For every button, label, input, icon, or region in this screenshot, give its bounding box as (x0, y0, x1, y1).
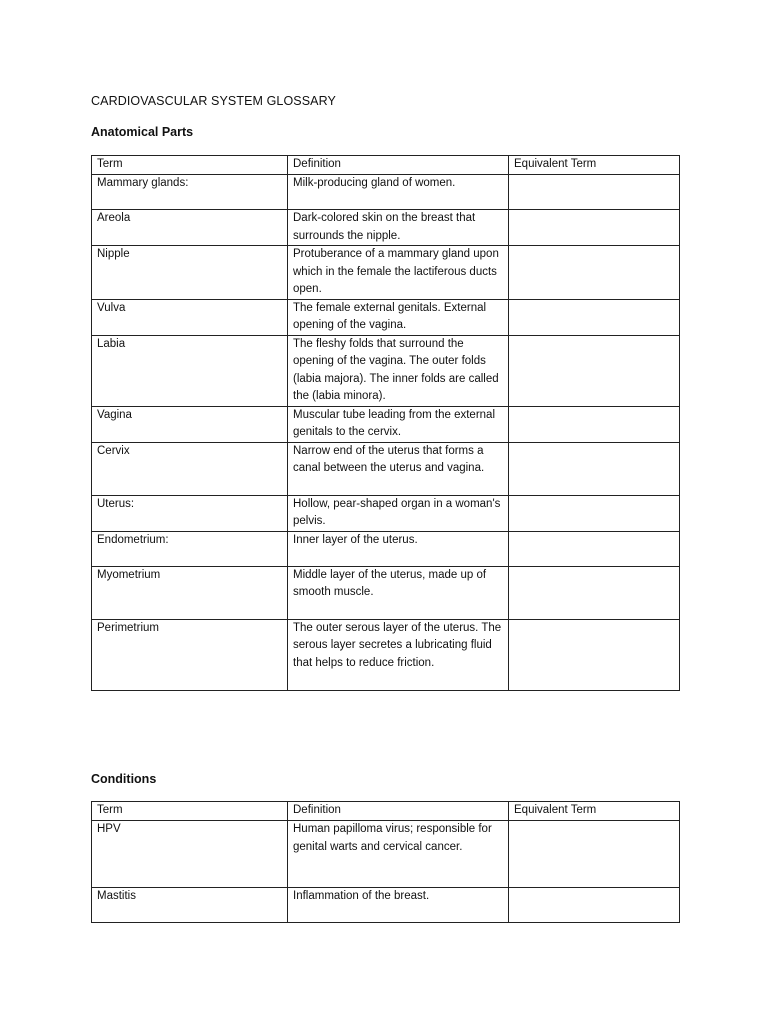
equivalent-term-cell (509, 299, 680, 335)
definition-cell: Protuberance of a mammary gland upon which in the female the lactiferous ducts open. (288, 246, 509, 300)
term-cell: Nipple (92, 246, 288, 300)
term-cell: HPV (92, 821, 288, 888)
term-cell: Mammary glands: (92, 175, 288, 210)
anatomical-parts-table (91, 155, 680, 691)
table-row (92, 406, 680, 442)
equivalent-term-cell (509, 335, 680, 406)
equivalent-term-cell (509, 175, 680, 210)
column-header-equivalent-term: Equivalent Term (509, 802, 680, 821)
table-row (92, 821, 680, 888)
equivalent-term-cell (509, 246, 680, 300)
column-header-term: Term (92, 802, 288, 821)
equivalent-term-cell (509, 210, 680, 246)
document-title: CARDIOVASCULAR SYSTEM GLOSSARY (91, 94, 336, 108)
table-row (92, 175, 680, 210)
section-heading-anatomical-parts: Anatomical Parts (91, 125, 194, 139)
column-header-definition: Definition (288, 156, 509, 175)
table-row (92, 619, 680, 690)
equivalent-term-cell (509, 495, 680, 531)
definition-cell: Inflammation of the breast. (288, 888, 509, 923)
table-row (92, 246, 680, 300)
definition-cell: Milk-producing gland of women. (288, 175, 509, 210)
table-header-row (92, 156, 680, 175)
term-cell: Vulva (92, 299, 288, 335)
equivalent-term-cell (509, 531, 680, 566)
term-cell: Vagina (92, 406, 288, 442)
definition-cell: Human papilloma virus; responsible for genital warts and cervical cancer. (288, 821, 509, 888)
term-cell: Cervix (92, 442, 288, 495)
term-cell: Uterus: (92, 495, 288, 531)
term-cell: Labia (92, 335, 288, 406)
definition-cell: Muscular tube leading from the external genitals to the cervix. (288, 406, 509, 442)
table-row (92, 531, 680, 566)
term-cell: Perimetrium (92, 619, 288, 690)
term-cell: Myometrium (92, 566, 288, 619)
column-header-definition: Definition (288, 802, 509, 821)
equivalent-term-cell (509, 566, 680, 619)
table-row (92, 888, 680, 923)
table-header-row (92, 802, 680, 821)
table-row (92, 299, 680, 335)
term-cell: Endometrium: (92, 531, 288, 566)
definition-cell: The outer serous layer of the uterus. The serous layer secretes a lubricating fluid that helps to reduce friction. (288, 619, 509, 690)
definition-cell: Narrow end of the uterus that forms a canal between the uterus and vagina. (288, 442, 509, 495)
equivalent-term-cell (509, 888, 680, 923)
column-header-term: Term (92, 156, 288, 175)
table-row (92, 495, 680, 531)
table-row (92, 335, 680, 406)
definition-cell: Middle layer of the uterus, made up of smooth muscle. (288, 566, 509, 619)
section-heading-conditions: Conditions (91, 772, 157, 786)
conditions-table (91, 801, 680, 923)
term-cell: Mastitis (92, 888, 288, 923)
definition-cell: Inner layer of the uterus. (288, 531, 509, 566)
equivalent-term-cell (509, 619, 680, 690)
definition-cell: Hollow, pear-shaped organ in a woman's pelvis. (288, 495, 509, 531)
equivalent-term-cell (509, 821, 680, 888)
table-row (92, 566, 680, 619)
table-row (92, 442, 680, 495)
definition-cell: The female external genitals. External opening of the vagina. (288, 299, 509, 335)
table-row (92, 210, 680, 246)
definition-cell: The fleshy folds that surround the opening of the vagina. The outer folds (labia majora). The inner folds are called the (labia minora). (288, 335, 509, 406)
equivalent-term-cell (509, 442, 680, 495)
definition-cell: Dark-colored skin on the breast that surrounds the nipple. (288, 210, 509, 246)
term-cell: Areola (92, 210, 288, 246)
equivalent-term-cell (509, 406, 680, 442)
column-header-equivalent-term: Equivalent Term (509, 156, 680, 175)
